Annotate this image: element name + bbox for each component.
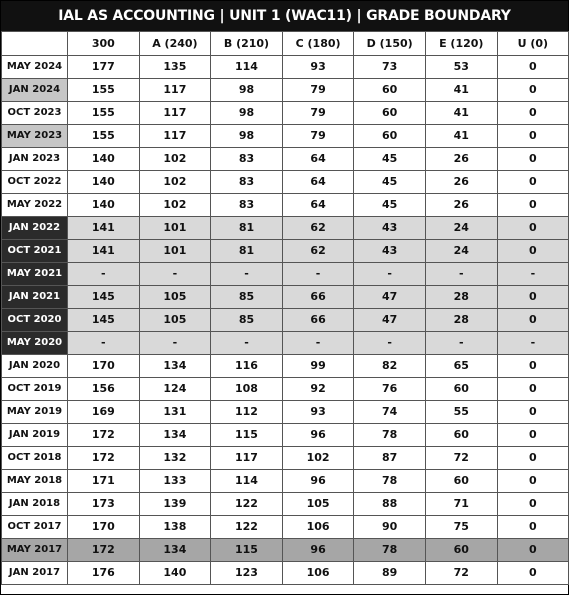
cell-grade-b: 114 — [211, 56, 283, 79]
table-row — [2, 79, 569, 102]
cell-grade-e: 41 — [425, 102, 497, 125]
cell-grade-b: 83 — [211, 194, 283, 217]
cell-grade-e: 60 — [425, 470, 497, 493]
table-row — [2, 217, 569, 240]
table-row — [2, 355, 569, 378]
cell-grade-e: 26 — [425, 148, 497, 171]
cell-grade-e: 60 — [425, 539, 497, 562]
cell-grade-u: 0 — [497, 194, 569, 217]
cell-grade-c: 79 — [282, 125, 354, 148]
cell-grade-d: 73 — [354, 56, 426, 79]
table-row — [2, 424, 569, 447]
cell-grade-c: 96 — [282, 470, 354, 493]
cell-max-mark: 145 — [68, 286, 140, 309]
header-grade-a: A (240) — [139, 32, 211, 56]
cell-grade-c: 99 — [282, 355, 354, 378]
cell-grade-b: - — [211, 332, 283, 355]
cell-grade-a: 102 — [139, 194, 211, 217]
cell-grade-c: 62 — [282, 240, 354, 263]
table-row — [2, 286, 569, 309]
cell-grade-a: - — [139, 263, 211, 286]
session-label: JAN 2018 — [2, 493, 68, 516]
session-label: MAY 2022 — [2, 194, 68, 217]
cell-grade-b: 108 — [211, 378, 283, 401]
cell-max-mark: 141 — [68, 240, 140, 263]
table-row — [2, 493, 569, 516]
cell-grade-a: 139 — [139, 493, 211, 516]
cell-grade-e: 71 — [425, 493, 497, 516]
cell-max-mark: - — [68, 263, 140, 286]
cell-grade-a: 140 — [139, 562, 211, 585]
cell-grade-b: 115 — [211, 424, 283, 447]
cell-grade-u: 0 — [497, 309, 569, 332]
cell-grade-a: 117 — [139, 79, 211, 102]
cell-grade-c: 106 — [282, 516, 354, 539]
cell-max-mark: 172 — [68, 424, 140, 447]
header-grade-b: B (210) — [211, 32, 283, 56]
cell-grade-d: 78 — [354, 539, 426, 562]
cell-grade-u: 0 — [497, 424, 569, 447]
session-label: JAN 2020 — [2, 355, 68, 378]
cell-grade-b: 83 — [211, 148, 283, 171]
session-label: MAY 2017 — [2, 539, 68, 562]
cell-max-mark: 140 — [68, 148, 140, 171]
cell-grade-b: 123 — [211, 562, 283, 585]
table-row — [2, 447, 569, 470]
table-title: IAL AS ACCOUNTING | UNIT 1 (WAC11) | GRADE BOUNDARY — [1, 1, 568, 31]
header-grade-c: C (180) — [282, 32, 354, 56]
cell-grade-e: 53 — [425, 56, 497, 79]
cell-max-mark: 170 — [68, 516, 140, 539]
cell-grade-b: 117 — [211, 447, 283, 470]
cell-max-mark: 155 — [68, 79, 140, 102]
cell-max-mark: 176 — [68, 562, 140, 585]
cell-grade-c: 96 — [282, 424, 354, 447]
cell-grade-a: 132 — [139, 447, 211, 470]
cell-grade-e: 28 — [425, 309, 497, 332]
session-label: OCT 2019 — [2, 378, 68, 401]
cell-grade-d: 60 — [354, 102, 426, 125]
cell-grade-b: - — [211, 263, 283, 286]
table-row — [2, 194, 569, 217]
cell-grade-e: 65 — [425, 355, 497, 378]
cell-max-mark: 177 — [68, 56, 140, 79]
session-label: JAN 2019 — [2, 424, 68, 447]
cell-grade-e: - — [425, 263, 497, 286]
cell-grade-a: 134 — [139, 424, 211, 447]
cell-max-mark: 140 — [68, 194, 140, 217]
cell-grade-d: 45 — [354, 148, 426, 171]
session-label: OCT 2020 — [2, 309, 68, 332]
cell-grade-c: 66 — [282, 286, 354, 309]
cell-grade-e: 60 — [425, 378, 497, 401]
cell-grade-u: 0 — [497, 79, 569, 102]
header-grade-e: E (120) — [425, 32, 497, 56]
cell-grade-d: - — [354, 263, 426, 286]
cell-grade-a: 117 — [139, 125, 211, 148]
table-row — [2, 263, 569, 286]
cell-grade-u: 0 — [497, 378, 569, 401]
cell-grade-d: 89 — [354, 562, 426, 585]
header-grade-d: D (150) — [354, 32, 426, 56]
cell-grade-e: 72 — [425, 447, 497, 470]
cell-grade-a: 134 — [139, 355, 211, 378]
cell-grade-a: 102 — [139, 148, 211, 171]
table-row — [2, 470, 569, 493]
grade-boundary-table — [1, 31, 569, 585]
cell-max-mark: 145 — [68, 309, 140, 332]
cell-grade-e: 75 — [425, 516, 497, 539]
session-label: JAN 2017 — [2, 562, 68, 585]
cell-grade-e: 26 — [425, 194, 497, 217]
cell-grade-d: 45 — [354, 171, 426, 194]
cell-grade-u: 0 — [497, 240, 569, 263]
cell-grade-b: 115 — [211, 539, 283, 562]
cell-grade-a: 105 — [139, 286, 211, 309]
cell-grade-u: 0 — [497, 493, 569, 516]
session-label: MAY 2018 — [2, 470, 68, 493]
cell-grade-u: 0 — [497, 470, 569, 493]
cell-grade-a: 133 — [139, 470, 211, 493]
cell-grade-c: 64 — [282, 194, 354, 217]
cell-grade-e: - — [425, 332, 497, 355]
cell-grade-c: 105 — [282, 493, 354, 516]
cell-max-mark: 171 — [68, 470, 140, 493]
cell-grade-d: 47 — [354, 286, 426, 309]
cell-grade-a: 101 — [139, 217, 211, 240]
cell-grade-b: 116 — [211, 355, 283, 378]
header-grade-u: U (0) — [497, 32, 569, 56]
cell-grade-b: 114 — [211, 470, 283, 493]
table-row — [2, 309, 569, 332]
cell-grade-d: 60 — [354, 79, 426, 102]
cell-grade-c: 106 — [282, 562, 354, 585]
cell-max-mark: 140 — [68, 171, 140, 194]
table-row — [2, 56, 569, 79]
cell-grade-c: 64 — [282, 171, 354, 194]
cell-grade-e: 24 — [425, 240, 497, 263]
cell-grade-u: 0 — [497, 217, 569, 240]
table-row — [2, 125, 569, 148]
cell-grade-u: 0 — [497, 355, 569, 378]
cell-grade-d: 78 — [354, 424, 426, 447]
cell-grade-u: 0 — [497, 171, 569, 194]
cell-grade-c: - — [282, 332, 354, 355]
session-label: MAY 2021 — [2, 263, 68, 286]
cell-grade-b: 83 — [211, 171, 283, 194]
cell-grade-e: 72 — [425, 562, 497, 585]
cell-grade-u: - — [497, 263, 569, 286]
table-row — [2, 539, 569, 562]
cell-grade-b: 81 — [211, 217, 283, 240]
cell-grade-d: 82 — [354, 355, 426, 378]
cell-grade-u: 0 — [497, 539, 569, 562]
table-row — [2, 148, 569, 171]
cell-grade-a: 102 — [139, 171, 211, 194]
cell-grade-u: 0 — [497, 56, 569, 79]
cell-grade-d: 76 — [354, 378, 426, 401]
cell-grade-b: 98 — [211, 79, 283, 102]
cell-grade-a: 105 — [139, 309, 211, 332]
cell-grade-e: 41 — [425, 125, 497, 148]
cell-grade-d: 78 — [354, 470, 426, 493]
session-label: OCT 2018 — [2, 447, 68, 470]
session-label: OCT 2022 — [2, 171, 68, 194]
cell-grade-a: 138 — [139, 516, 211, 539]
table-row — [2, 516, 569, 539]
cell-grade-e: 55 — [425, 401, 497, 424]
cell-grade-e: 60 — [425, 424, 497, 447]
table-row — [2, 102, 569, 125]
cell-grade-d: 87 — [354, 447, 426, 470]
cell-grade-c: 62 — [282, 217, 354, 240]
cell-grade-e: 28 — [425, 286, 497, 309]
cell-max-mark: 172 — [68, 539, 140, 562]
cell-grade-d: 90 — [354, 516, 426, 539]
cell-grade-c: 92 — [282, 378, 354, 401]
cell-grade-a: 117 — [139, 102, 211, 125]
cell-grade-a: 101 — [139, 240, 211, 263]
table-row — [2, 240, 569, 263]
cell-max-mark: 141 — [68, 217, 140, 240]
table-row — [2, 171, 569, 194]
cell-max-mark: 155 — [68, 102, 140, 125]
cell-max-mark: 172 — [68, 447, 140, 470]
cell-grade-u: 0 — [497, 286, 569, 309]
cell-grade-d: 74 — [354, 401, 426, 424]
session-label: OCT 2017 — [2, 516, 68, 539]
session-label: JAN 2022 — [2, 217, 68, 240]
cell-max-mark: - — [68, 332, 140, 355]
cell-grade-b: 81 — [211, 240, 283, 263]
cell-grade-d: 47 — [354, 309, 426, 332]
cell-max-mark: 156 — [68, 378, 140, 401]
header-max-mark: 300 — [68, 32, 140, 56]
header-session — [2, 32, 68, 56]
cell-grade-c: 79 — [282, 79, 354, 102]
cell-grade-u: 0 — [497, 102, 569, 125]
cell-grade-e: 41 — [425, 79, 497, 102]
cell-grade-a: 131 — [139, 401, 211, 424]
cell-grade-c: - — [282, 263, 354, 286]
cell-grade-u: - — [497, 332, 569, 355]
cell-max-mark: 173 — [68, 493, 140, 516]
cell-grade-a: 135 — [139, 56, 211, 79]
cell-max-mark: 169 — [68, 401, 140, 424]
cell-grade-u: 0 — [497, 562, 569, 585]
cell-grade-c: 79 — [282, 102, 354, 125]
header-row — [2, 32, 569, 56]
session-label: MAY 2019 — [2, 401, 68, 424]
table-row — [2, 401, 569, 424]
session-label: MAY 2024 — [2, 56, 68, 79]
cell-grade-u: 0 — [497, 125, 569, 148]
cell-grade-a: 134 — [139, 539, 211, 562]
cell-grade-c: 66 — [282, 309, 354, 332]
cell-grade-d: 88 — [354, 493, 426, 516]
cell-grade-d: 43 — [354, 217, 426, 240]
session-label: OCT 2023 — [2, 102, 68, 125]
cell-grade-u: 0 — [497, 148, 569, 171]
cell-max-mark: 155 — [68, 125, 140, 148]
cell-grade-b: 112 — [211, 401, 283, 424]
cell-grade-u: 0 — [497, 516, 569, 539]
table-row — [2, 378, 569, 401]
cell-grade-e: 26 — [425, 171, 497, 194]
cell-grade-b: 85 — [211, 309, 283, 332]
session-label: JAN 2023 — [2, 148, 68, 171]
cell-grade-c: 102 — [282, 447, 354, 470]
cell-grade-d: - — [354, 332, 426, 355]
cell-grade-e: 24 — [425, 217, 497, 240]
cell-grade-b: 98 — [211, 125, 283, 148]
cell-grade-d: 45 — [354, 194, 426, 217]
session-label: JAN 2024 — [2, 79, 68, 102]
session-label: OCT 2021 — [2, 240, 68, 263]
cell-grade-b: 85 — [211, 286, 283, 309]
cell-grade-b: 122 — [211, 493, 283, 516]
table-body — [2, 56, 569, 585]
cell-grade-c: 96 — [282, 539, 354, 562]
cell-grade-b: 122 — [211, 516, 283, 539]
cell-grade-c: 93 — [282, 401, 354, 424]
cell-grade-a: 124 — [139, 378, 211, 401]
table-row — [2, 332, 569, 355]
session-label: MAY 2020 — [2, 332, 68, 355]
cell-grade-b: 98 — [211, 102, 283, 125]
cell-grade-d: 43 — [354, 240, 426, 263]
session-label: JAN 2021 — [2, 286, 68, 309]
cell-max-mark: 170 — [68, 355, 140, 378]
table-row — [2, 562, 569, 585]
cell-grade-c: 64 — [282, 148, 354, 171]
cell-grade-c: 93 — [282, 56, 354, 79]
cell-grade-d: 60 — [354, 125, 426, 148]
cell-grade-u: 0 — [497, 447, 569, 470]
cell-grade-a: - — [139, 332, 211, 355]
cell-grade-u: 0 — [497, 401, 569, 424]
session-label: MAY 2023 — [2, 125, 68, 148]
